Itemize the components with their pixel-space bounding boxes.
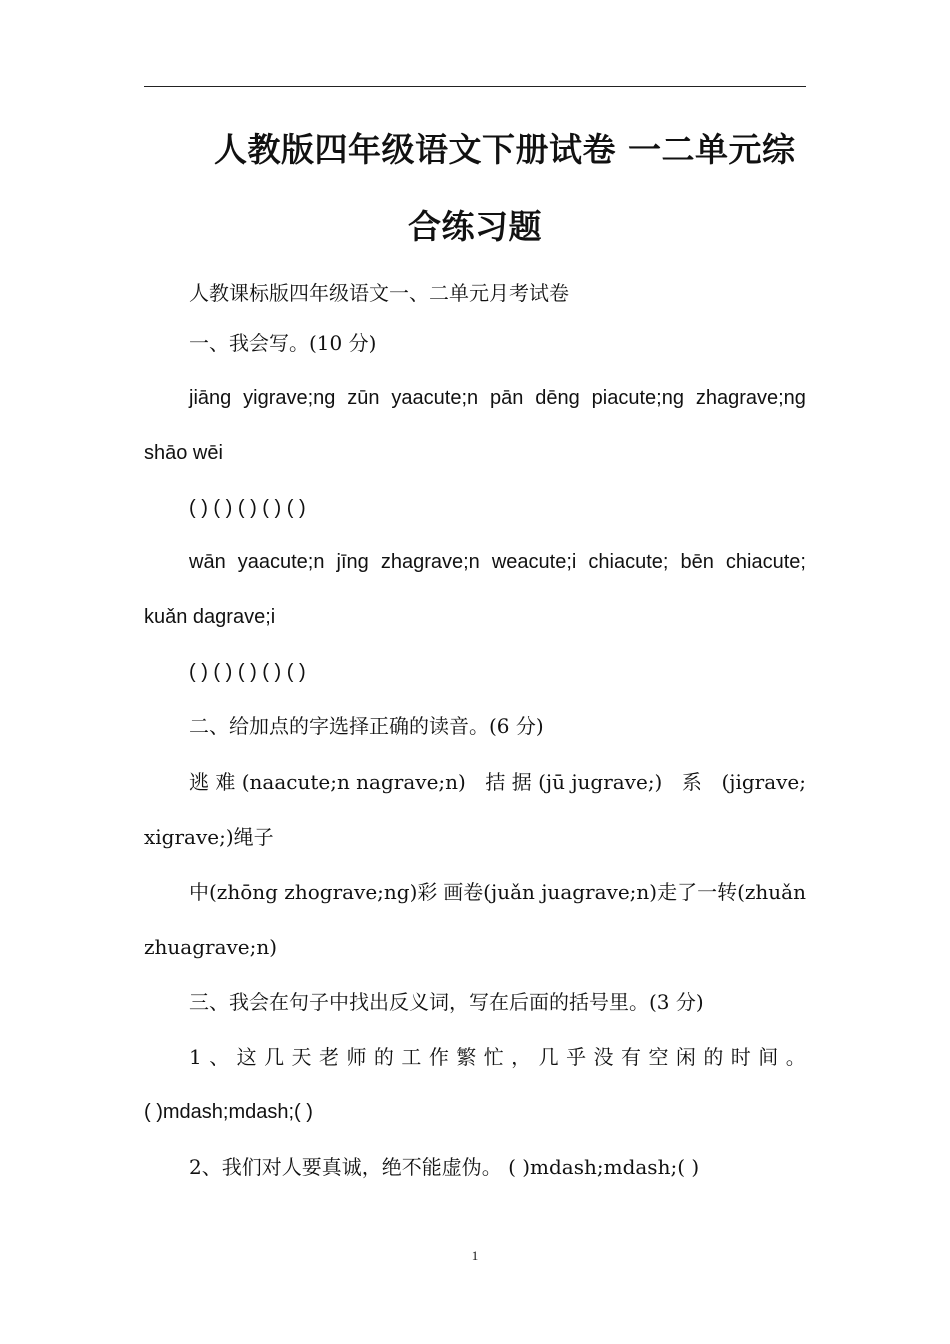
section-2-line-2-tail: zhuagrave;n) [144,935,278,959]
pinyin-word: bēn [680,551,714,573]
q1-char: ， [511,1045,532,1069]
q1-char: 几 [264,1045,285,1069]
q1-char: 几 [538,1045,559,1069]
pinyin-word: yaacute;n [391,387,479,409]
pinyin-row-2 [144,548,806,576]
section-3-heading: 三、我会在句子中找出反义词，写在后面的括号里。(3 分) [189,990,704,1014]
pinyin-word: chiacute; [588,551,669,573]
q1-char: 工 [401,1045,422,1069]
section-2-heading: 二、给加点的字选择正确的读音。(6 分) [189,714,544,738]
q1-char: 没 [593,1045,614,1069]
question-2-sentence: 2、我们对人要真诚，绝不能虚伪。 ( )mdash;mdash;( ) [189,1155,700,1179]
q1-char: 这 [236,1045,257,1069]
document-title-line-2: 合练习题 [408,207,542,246]
q1-char: 空 [648,1045,669,1069]
pinyin-word: weacute;i [491,551,577,573]
document-title-line-1: 人教版四年级语文下册试卷 一二单元综 [214,130,796,169]
pinyin-word: dēng [535,387,580,409]
q1-char: 繁 [456,1045,477,1069]
reading-item: 拮 据 (jū jugrave;) [485,770,663,794]
reading-item: 逃 难 (naacute;n nagrave;n) [189,770,466,794]
pinyin-word: chiacute; [725,551,806,573]
q1-char: 老 [319,1045,339,1069]
pinyin-word: zhagrave;ng [695,387,806,409]
section-2-line-1-tail: xigrave;)绳子 [144,825,274,849]
pinyin-row-1-tail: shāo wēi [144,442,223,464]
q1-char: 忙 [483,1045,504,1069]
pinyin-row-2-tail: kuǎn dagrave;i [144,606,276,628]
q1-char: 的 [703,1045,724,1069]
section-2-line-1 [144,768,806,796]
pinyin-word: piacute;ng [591,387,684,409]
q1-char: 。 [785,1045,806,1069]
reading-item: (jigrave; [721,770,806,794]
section-1-heading: 一、我会写。(10 分) [189,331,377,355]
answer-blanks-1: ( ) ( ) ( ) ( ) ( ) [189,497,306,519]
question-1-sentence [144,1043,806,1071]
answer-blanks-2: ( ) ( ) ( ) ( ) ( ) [189,661,306,683]
pinyin-word: zūn [347,387,380,409]
q1-char: 的 [373,1045,394,1069]
exam-subtitle: 人教课标版四年级语文一、二单元月考试卷 [189,281,569,305]
question-1-answer-blanks: ( )mdash;mdash;( ) [144,1101,313,1123]
q1-char: 乎 [566,1045,587,1069]
pinyin-word: zhagrave;n [380,551,480,573]
pinyin-word: jīng [336,551,369,573]
pinyin-row-1 [144,384,806,412]
q1-char: 1 [189,1045,202,1069]
reading-item: 中(zhōng zhograve;ng)彩 [189,880,438,904]
q1-char: 间 [758,1045,779,1069]
pinyin-word: yigrave;ng [243,387,336,409]
q1-char: 有 [620,1045,641,1069]
reading-item: 画卷(juǎn juagrave;n)走了一转(zhuǎn [443,880,806,904]
page-number: 1 [471,1248,479,1263]
reading-item: 系 [681,770,702,794]
pinyin-word: pān [490,387,524,409]
section-2-line-2 [144,878,806,906]
header-rule [144,86,806,87]
q1-char: 作 [428,1045,449,1069]
q1-char: 闲 [675,1045,696,1069]
q1-char: 、 [209,1045,230,1069]
q1-char: 师 [346,1045,367,1069]
pinyin-word: jiāng [189,387,232,409]
pinyin-word: yaacute;n [237,551,325,573]
pinyin-word: wān [189,551,226,573]
q1-char: 天 [291,1045,312,1069]
q1-char: 时 [730,1045,751,1069]
